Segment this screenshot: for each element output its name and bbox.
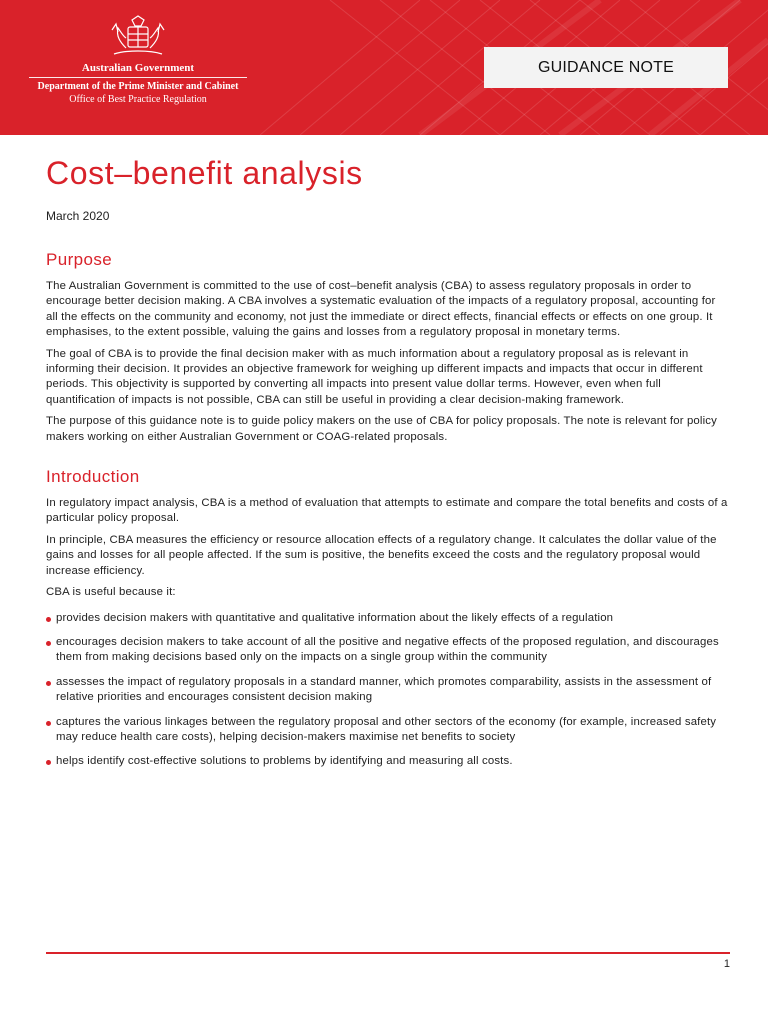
list-item [46,611,730,626]
guidance-note-badge: GUIDANCE NOTE [484,47,728,88]
office-name: Office of Best Practice Regulation [69,94,207,105]
introduction-paragraph: In principle, CBA measures the efficiency or resource allocation effects of a regulatory change. It calculates the dollar value of the gains and losses for all people affected. If the sum is positive, the benefits exceed the costs and the regulatory proposal would increase efficiency. [46,533,717,577]
list-item-text: provides decision makers with quantitative and qualitative information about the likely effects of a regulation [56,611,614,624]
list-item-text: encourages decision makers to take account of all the positive and negative effects of the proposed regulation, and discourages them from making decisions based only on the impacts on a single group within the community [56,635,719,664]
benefits-list [46,611,730,770]
introduction-heading: Introduction [46,467,140,487]
list-item [46,754,730,769]
purpose-heading: Purpose [46,250,113,269]
page-title: Cost–benefit analysis [46,155,363,191]
list-item-text: captures the various linkages between the regulatory proposal and other sectors of the economy (for example, increased safety may reduce health care costs), helping decision-makers maximise net benefits to society [56,715,717,743]
government-logo [22,14,254,106]
list-item [46,715,730,746]
introduction-paragraph: In regulatory impact analysis, CBA is a method of evaluation that attempts to estimate and compare the total benefits and costs of a particular policy proposal. [46,497,728,525]
bullet-icon [46,617,51,622]
document-body [46,150,730,779]
logo-divider [29,77,247,78]
list-item [46,635,730,666]
list-item [46,675,730,706]
purpose-paragraph: The goal of CBA is to provide the final decision maker with as much information about a regulatory proposal as is relevant in informing their decision. It provides an objective framework for weighing up different impacts and impacts that occur in different periods. This objectivity is supported by converting all impacts into present value dollar terms. However, even when full quantification of impacts is not possible, CBA can still be useful in providing a clear decision-making framework. [46,347,703,406]
bullet-icon [46,681,51,686]
list-item-text: assesses the impact of regulatory proposals in a standard manner, which promotes comparability, assists in the assessment of relative priorities and encourages consistent decision making [56,675,712,704]
purpose-paragraph: The purpose of this guidance note is to guide policy makers on the use of CBA for policy proposals. The note is relevant for policy makers working on either Australian Government or COAG-related proposals. [46,415,717,443]
footer-divider [46,952,730,954]
bullet-icon [46,721,51,726]
government-name: Australian Government [81,62,195,74]
purpose-paragraph: The Australian Government is committed to the use of cost–benefit analysis (CBA) to assess regulatory proposals in order to encourage better decision making. A CBA involves a systematic evaluation of the impacts of a regulatory proposal, accounting for all the effects on the community and economy, not just the immediate or direct effects, financial effects or effects on one group. It emphasises, to the extent possible, valuing the gains and losses from a regulatory proposal in monetary terms. [46,280,716,339]
introduction-paragraph: CBA is useful because it: [46,586,176,599]
page-number: 1 [723,958,730,970]
bullet-icon [46,760,51,765]
department-name: Department of the Prime Minister and Cabinet [37,81,239,92]
bullet-icon [46,641,51,646]
header-banner [0,0,768,135]
coat-of-arms-icon [106,14,170,60]
publication-date: March 2020 [46,209,110,223]
list-item-text: helps identify cost-effective solutions to problems by identifying and measuring all costs. [56,755,513,768]
